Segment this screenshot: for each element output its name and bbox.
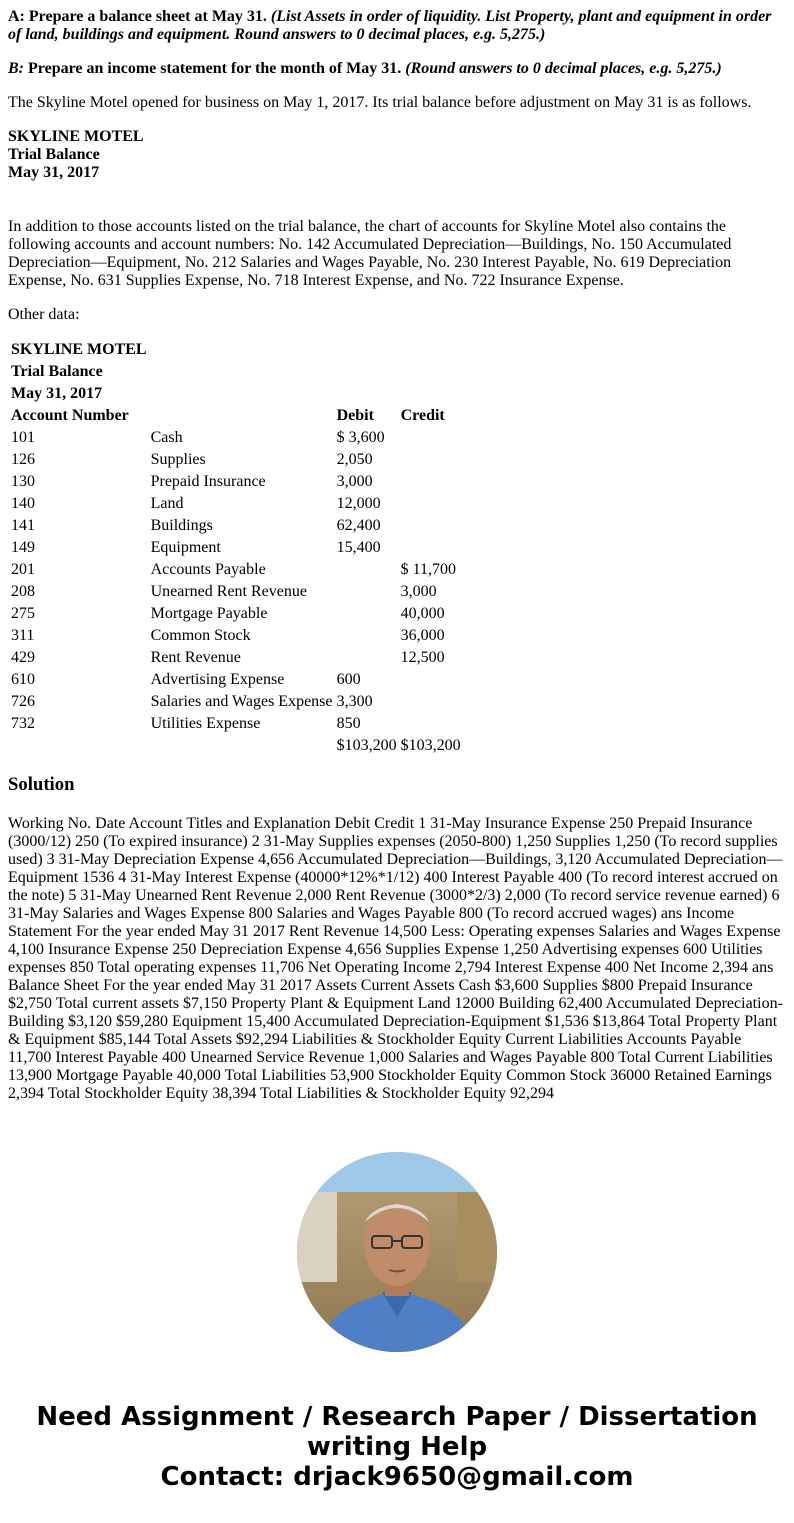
credit-cell: $ 11,700 [400,561,456,578]
intro-paragraph: The Skyline Motel opened for business on May 1, 2017. Its trial balance before adjustment on May 31 is as follows. [8,94,752,111]
trial-balance-heading [8,128,786,182]
total-debit: $103,200 [336,737,397,754]
question-b-letter: B: [8,60,24,77]
account-number-cell: 726 [11,693,35,710]
account-number-cell: 140 [11,495,35,512]
spacer [8,182,786,218]
table-row [10,428,462,448]
table-row [10,604,462,624]
table-title-row [10,362,462,382]
column-header-credit: Credit [400,407,445,424]
question-a [8,8,786,44]
debit-cell: 15,400 [336,539,381,556]
account-number-cell: 149 [11,539,35,556]
credit-cell [400,670,462,690]
debit-cell: $ 3,600 [336,429,385,446]
question-b-note: (Round answers to 0 decimal places, e.g. 5,275.) [405,60,722,77]
table-row [10,582,462,602]
debit-cell [336,560,398,580]
account-name-cell: Common Stock [150,627,251,644]
table-row [10,648,462,668]
credit-cell: 36,000 [400,627,445,644]
author-photo-wrap [0,1152,794,1357]
solution-heading: Solution [8,774,75,795]
credit-cell [400,428,462,448]
credit-cell: 40,000 [400,605,445,622]
account-name-cell: Buildings [150,517,213,534]
debit-cell [336,626,398,646]
page-content [8,8,786,1103]
table-row [10,516,462,536]
table-row [10,538,462,558]
credit-cell [400,538,462,558]
credit-cell [400,450,462,470]
debit-cell [336,582,398,602]
question-b-prefix: Prepare an income statement for the month of May 31. [28,60,402,77]
totals-row [10,736,462,756]
statement-title: Trial Balance [8,146,100,163]
question-a-prefix: A: Prepare a balance sheet at May 31. [8,8,267,25]
table-title-row [10,384,462,404]
credit-cell [400,516,462,536]
credit-cell: 12,500 [400,649,445,666]
table-row [10,714,462,734]
table-title-row [10,340,462,360]
credit-cell [400,472,462,492]
account-number-cell: 208 [11,583,35,600]
account-number-cell: 429 [11,649,35,666]
table-row [10,626,462,646]
author-portrait-icon [297,1152,497,1352]
debit-cell [336,604,398,624]
account-number-cell: 732 [11,715,35,732]
credit-cell [400,714,462,734]
avatar [297,1152,497,1352]
table-company: SKYLINE MOTEL [11,341,147,358]
debit-cell: 600 [336,671,361,688]
table-row [10,670,462,690]
account-number-cell: 311 [11,627,35,644]
table-row [10,472,462,492]
account-name-cell: Prepaid Insurance [150,473,266,490]
question-a-note: (List Assets in order of liquidity. List Property, plant and equipment in order of land, buildings and equipment. Round answers to 0 decimal places, e.g. 5,275.) [8,8,772,43]
account-name-cell: Accounts Payable [150,561,266,578]
account-name-cell: Rent Revenue [150,649,241,666]
account-name-cell: Land [150,495,184,512]
table-header-row [10,406,462,426]
other-data-label: Other data: [8,306,80,323]
debit-cell: 3,000 [336,473,373,490]
account-name-cell: Utilities Expense [150,715,261,732]
table-title: Trial Balance [11,363,103,380]
account-number-cell: 141 [11,517,35,534]
debit-cell: 12,000 [336,495,381,512]
table-row [10,560,462,580]
credit-cell [400,494,462,514]
debit-cell: 62,400 [336,517,381,534]
account-number-cell: 101 [11,429,35,446]
credit-cell [400,692,462,712]
debit-cell: 850 [336,715,361,732]
account-number-cell: 275 [11,605,35,622]
statement-date: May 31, 2017 [8,164,100,181]
account-name-cell: Cash [150,429,183,446]
account-number-cell: 610 [11,671,35,688]
promo-banner [0,1402,794,1492]
table-row [10,450,462,470]
account-number-cell: 126 [11,451,35,468]
table-row [10,692,462,712]
table-date: May 31, 2017 [11,385,103,402]
account-name-cell: Mortgage Payable [150,605,268,622]
company-name: SKYLINE MOTEL [8,128,144,145]
column-header-account-number: Account Number [11,407,129,424]
account-name-cell: Equipment [150,539,221,556]
account-number-cell: 201 [11,561,35,578]
promo-line-1: Need Assignment / Research Paper / Dissertation [36,1402,758,1432]
debit-cell: 3,300 [336,693,373,710]
trial-balance-table [8,338,464,758]
account-name-cell: Supplies [150,451,206,468]
promo-contact: Contact: drjack9650@gmail.com [160,1462,634,1492]
table-row [10,494,462,514]
promo-line-2: writing Help [306,1432,488,1462]
account-name-cell: Salaries and Wages Expense [150,693,333,710]
account-name-cell: Unearned Rent Revenue [150,583,307,600]
account-name-cell: Advertising Expense [150,671,285,688]
column-header-debit: Debit [336,407,374,424]
solution-text: Working No. Date Account Titles and Explanation Debit Credit 1 31-May Insurance Expense 250 Prepaid Insurance (3000/12) 250 (To expired insurance) 2 31-May Supplies expenses (2050-800) 1,250 Supplies 1,250 (To record supplies used) 3 31-May Depreciation Expense 4,656 Accumulated Depreciation—Buildings, 3,120 Accumulated Depreciation—Equipment 1536 4 31-May Interest Expense (40000*12%*1/12) 400 Interest Payable 400 (To record interest accrued on the note) 5 31-May Unearned Rent Revenue 2,000 Rent Revenue (3000*2/3) 2,000 (To record service revenue earned) 6 31-May Salaries and Wages Expense 800 Salaries and Wages Payable 800 (To record accrued wages) ans Income Statement For the year ended May 31 2017 Rent Revenue 14,500 Less: Operating expenses Salaries and Wages Expense 4,100 Insurance Expense 250 Depreciation Expense 4,656 Supplies Expense 1,250 Advertising expenses 600 Utilities expenses 850 Total operating expenses 11,706 Net Operating Income 2,794 Interest Expense 400 Net Income 2,394 ans Balance Sheet For the year ended May 31 2017 Assets Current Assets Cash $3,600 Supplies $800 Prepaid Insurance $2,750 Total current assets $7,150 Property Plant & Equipment Land 12000 Building 62,400 Accumulated Depreciation-Building $3,120 $59,280 Equipment 15,400 Accumulated Depreciation-Equipment $1,536 $13,864 Total Property Plant & Equipment $85,144 Total Assets $92,294 Liabilities & Stockholder Equity Current Liabilities Accounts Payable 11,700 Interest Payable 400 Unearned Service Revenue 1,000 Salaries and Wages Payable 800 Total Current Liabilities 13,900 Mortgage Payable 40,000 Total Liabilities 53,900 Stockholder Equity Common Stock 36000 Retained Earnings 2,394 Total Stockholder Equity 38,394 Total Liabilities & Stockholder Equity 92,294 [8,815,783,1102]
question-b [8,60,786,78]
debit-cell [336,648,398,668]
debit-cell: 2,050 [336,451,373,468]
total-credit: $103,200 [400,737,461,754]
chart-of-accounts-paragraph: In addition to those accounts listed on the trial balance, the chart of accounts for Skyline Motel also contains the following accounts and account numbers: No. 142 Accumulated Depreciation—Buildings, No. 150 Accumulated Depreciation—Equipment, No. 212 Salaries and Wages Payable, No. 230 Interest Payable, No. 619 Depreciation Expense, No. 631 Supplies Expense, No. 718 Interest Expense, and No. 722 Insurance Expense. [8,218,732,289]
credit-cell: 3,000 [400,583,437,600]
account-number-cell: 130 [11,473,35,490]
